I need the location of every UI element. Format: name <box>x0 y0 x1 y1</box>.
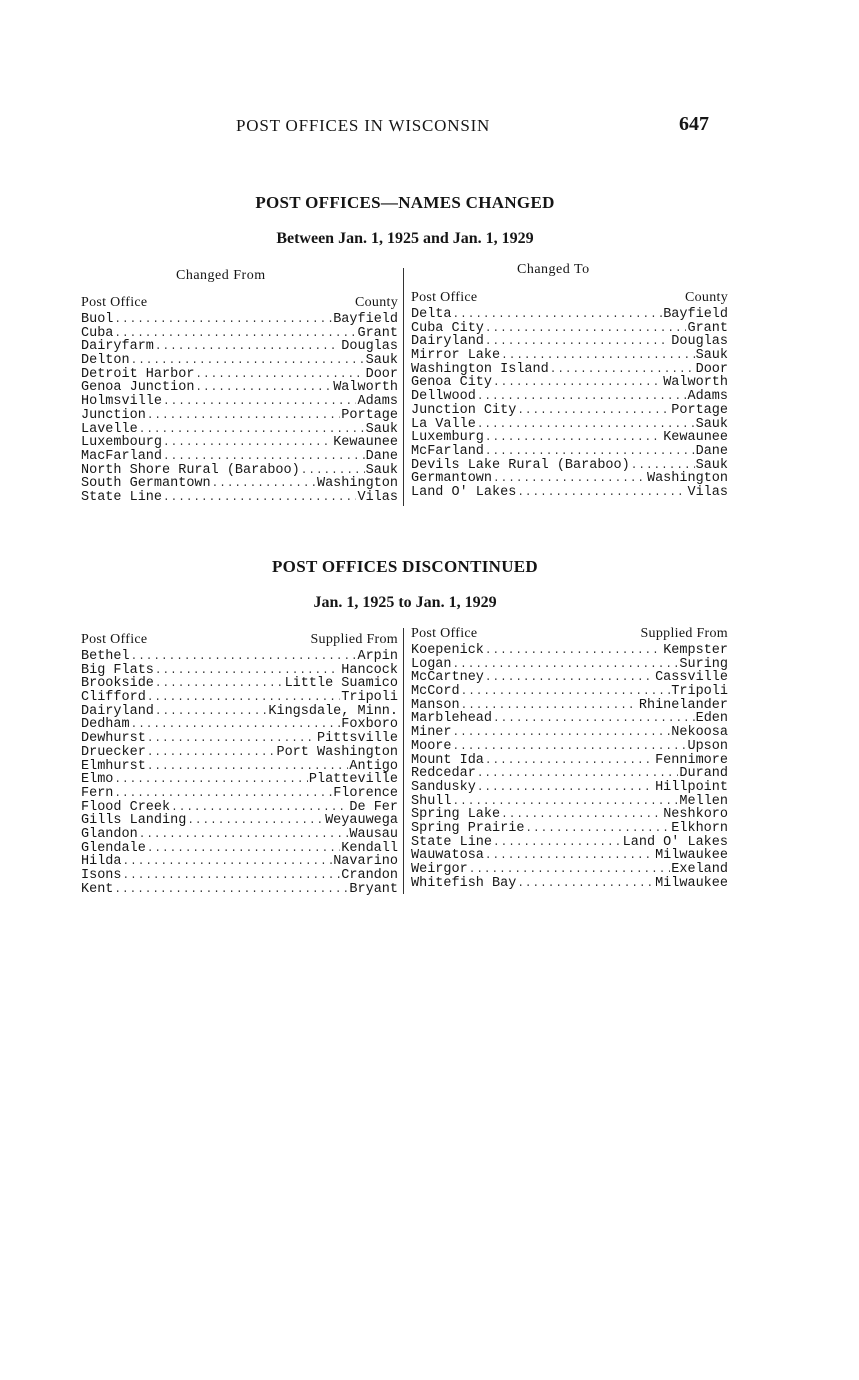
post-office-header: Post Office <box>411 290 478 305</box>
post-office-name: Miner <box>411 725 452 741</box>
post-office-name: Brookside <box>81 676 154 692</box>
county-name: Dane <box>695 443 728 459</box>
post-office-name: Whitefish Bay <box>411 875 517 891</box>
post-office-name: Glandon <box>81 826 138 842</box>
post-office-name: Buol <box>81 312 114 327</box>
county-name: Bayfield <box>663 307 728 322</box>
list-item <box>411 472 728 486</box>
list-item <box>81 381 398 395</box>
list-item <box>411 726 728 740</box>
list-item <box>411 390 728 404</box>
post-office-name: Cuba <box>81 325 114 341</box>
supplied-from-header: Supplied From <box>310 632 398 647</box>
dot-leader <box>123 870 341 884</box>
post-office-name: Big Flats <box>81 662 154 678</box>
list-item <box>81 677 398 691</box>
post-office-name: McCord <box>411 684 460 700</box>
dot-leader <box>212 478 316 492</box>
list-item <box>81 436 398 450</box>
supplied-from-name: Rhinelander <box>638 697 728 713</box>
county-name: Bayfield <box>333 312 398 327</box>
post-office-name: Luxemburg <box>411 430 484 446</box>
supplied-from-name: Nekoosa <box>671 725 728 741</box>
post-office-name: Dellwood <box>411 389 476 405</box>
dot-leader <box>131 651 357 665</box>
county-header: County <box>684 290 728 305</box>
post-office-name: Dedham <box>81 717 130 733</box>
list-item <box>81 760 398 774</box>
dot-leader <box>485 850 654 864</box>
dot-leader <box>485 755 654 769</box>
dot-leader <box>485 336 670 350</box>
list-item <box>81 705 398 719</box>
post-office-header: Post Office <box>411 626 478 641</box>
dot-leader <box>147 410 340 424</box>
post-office-name: Gills Landing <box>81 813 187 829</box>
list-item <box>81 718 398 732</box>
dot-leader <box>155 678 284 692</box>
post-office-name: Genoa Junction <box>81 380 195 396</box>
names-changed-title: POST OFFICES—NAMES CHANGED <box>255 193 555 212</box>
supplied-from-name: Cassville <box>655 670 728 686</box>
post-office-name: South Germantown <box>81 476 211 492</box>
supplied-from-header: Supplied From <box>640 626 728 641</box>
county-name: Sauk <box>365 353 398 369</box>
post-office-name: Manson <box>411 697 460 713</box>
list-item <box>411 459 728 473</box>
changed-to-column <box>411 290 728 500</box>
post-office-name: Clifford <box>81 690 146 706</box>
county-name: Walworth <box>663 375 728 391</box>
county-name: Dane <box>365 448 398 464</box>
dot-leader <box>493 377 662 391</box>
dot-leader <box>114 314 332 328</box>
supplied-from-name: Upson <box>687 738 728 754</box>
list-item <box>81 477 398 491</box>
county-name: Adams <box>357 394 398 410</box>
post-office-name: Cuba City <box>411 320 484 336</box>
list-item <box>411 849 728 863</box>
post-office-name: Spring Prairie <box>411 820 525 836</box>
supplied-from-name: Tripoli <box>341 690 398 706</box>
supplied-from-name: Tripoli <box>671 684 728 700</box>
supplied-from-name: Florence <box>333 785 398 801</box>
post-office-name: La Valle <box>411 416 476 432</box>
dot-leader <box>114 884 348 898</box>
discontinued-subtitle: Jan. 1, 1925 to Jan. 1, 1929 <box>313 594 497 611</box>
dot-leader <box>187 815 324 829</box>
supplied-from-name: Weyauwega <box>325 813 398 829</box>
column-header <box>411 290 728 308</box>
post-office-name: Sandusky <box>411 779 476 795</box>
county-name: Sauk <box>365 421 398 437</box>
supplied-from-name: Kingsdale, Minn. <box>268 703 398 719</box>
post-office-name: Kent <box>81 881 114 897</box>
post-office-name: Spring Lake <box>411 807 501 823</box>
post-office-name: Shull <box>411 793 452 809</box>
list-item <box>81 828 398 842</box>
post-office-name: Elmo <box>81 772 114 788</box>
post-office-name: Dairyland <box>411 334 484 350</box>
dot-leader <box>114 774 307 788</box>
dot-leader <box>139 424 365 438</box>
list-item <box>81 732 398 746</box>
list-item <box>411 808 728 822</box>
post-office-name: Moore <box>411 738 452 754</box>
dot-leader <box>155 706 267 720</box>
post-office-name: Fern <box>81 785 114 801</box>
list-item <box>411 445 728 459</box>
supplied-from-name: Mellen <box>679 793 728 809</box>
list-item <box>81 491 398 505</box>
post-office-name: North Shore Rural (Baraboo) <box>81 462 300 478</box>
dot-leader <box>453 741 687 755</box>
county-name: Washington <box>316 476 398 492</box>
list-item <box>81 842 398 856</box>
post-office-name: Druecker <box>81 744 146 760</box>
list-item <box>411 699 728 713</box>
post-office-name: Weirgor <box>411 862 468 877</box>
changed-from-list <box>81 313 398 505</box>
list-item <box>411 795 728 809</box>
supplied-from-name: Durand <box>679 766 728 782</box>
post-office-name: Dairyland <box>81 703 154 719</box>
list-item <box>411 644 728 658</box>
list-item <box>81 773 398 787</box>
county-name: Portage <box>671 402 728 418</box>
post-office-name: Washington Island <box>411 361 549 377</box>
post-office-name: Mirror Lake <box>411 348 501 364</box>
column-divider <box>403 268 404 506</box>
list-item <box>81 327 398 341</box>
supplied-from-name: Arpin <box>357 649 398 664</box>
supplied-from-name: Exeland <box>671 862 728 877</box>
list-item <box>411 754 728 768</box>
supplied-from-name: Fennimore <box>655 752 728 768</box>
discontinued-right-column <box>411 626 728 890</box>
list-item <box>81 814 398 828</box>
post-office-name: Elmhurst <box>81 758 146 774</box>
county-name: Sauk <box>695 457 728 473</box>
post-office-name: Koepenick <box>411 643 484 658</box>
supplied-from-name: Hancock <box>341 662 398 678</box>
names-changed-subtitle: Between Jan. 1, 1925 and Jan. 1, 1929 <box>276 230 534 247</box>
dot-leader <box>147 843 340 857</box>
list-item <box>411 685 728 699</box>
county-header: County <box>354 295 398 310</box>
page-number: 647 <box>679 113 709 135</box>
post-office-name: Redcedar <box>411 766 476 782</box>
county-name: Sauk <box>695 348 728 364</box>
changed-to-list <box>411 308 728 500</box>
dot-leader <box>453 309 663 323</box>
list-item <box>81 464 398 478</box>
list-item <box>411 877 728 891</box>
county-name: Sauk <box>365 462 398 478</box>
county-name: Douglas <box>341 339 398 355</box>
list-item <box>411 712 728 726</box>
dot-leader <box>477 768 679 782</box>
post-office-name: MacFarland <box>81 448 163 464</box>
supplied-from-name: Milwaukee <box>655 848 728 864</box>
post-office-name: Hilda <box>81 854 122 870</box>
post-office-name: Junction <box>81 407 146 423</box>
supplied-from-name: Port Washington <box>276 744 398 760</box>
discontinued-title: POST OFFICES DISCONTINUED <box>271 557 539 576</box>
dot-leader <box>139 829 349 843</box>
column-header <box>411 626 728 644</box>
post-office-name: Land O' Lakes <box>411 484 517 500</box>
post-office-name: Junction City <box>411 402 517 418</box>
supplied-from-name: Pittsville <box>316 731 398 747</box>
post-office-name: McFarland <box>411 443 484 459</box>
list-item <box>411 836 728 850</box>
post-office-name: Isons <box>81 868 122 883</box>
post-office-name: Delton <box>81 353 130 369</box>
supplied-from-name: Kendall <box>341 840 398 856</box>
column-header <box>81 295 398 313</box>
list-item <box>411 308 728 322</box>
county-name: Washington <box>646 471 728 487</box>
running-title: POST OFFICES IN WISCONSIN <box>236 116 491 135</box>
changed-to-heading: Changed To <box>517 262 590 277</box>
supplied-from-name: Crandon <box>341 868 398 883</box>
column-header <box>81 632 398 650</box>
list-item <box>81 787 398 801</box>
supplied-from-name: Eden <box>695 711 728 727</box>
list-item <box>81 650 398 664</box>
discontinued-left-column <box>81 632 398 896</box>
list-item <box>411 322 728 336</box>
discontinued-right-list <box>411 644 728 890</box>
supplied-from-name: Foxboro <box>341 717 398 733</box>
dot-leader <box>517 487 686 501</box>
county-name: Portage <box>341 407 398 423</box>
list-item <box>411 781 728 795</box>
post-office-name: Holmsville <box>81 394 163 410</box>
supplied-from-name: De Fer <box>349 799 398 815</box>
list-item <box>81 450 398 464</box>
post-office-header: Post Office <box>81 632 148 647</box>
list-item <box>411 363 728 377</box>
supplied-from-name: Navarino <box>333 854 398 870</box>
county-name: Kewaunee <box>663 430 728 446</box>
county-name: Adams <box>687 389 728 405</box>
dot-leader <box>453 659 679 673</box>
post-office-name: Germantown <box>411 471 493 487</box>
post-office-name: Genoa City <box>411 375 493 391</box>
list-item <box>81 664 398 678</box>
list-item <box>411 486 728 500</box>
post-office-name: Dewhurst <box>81 731 146 747</box>
list-item <box>81 313 398 327</box>
county-name: Door <box>695 361 728 377</box>
dot-leader <box>485 672 654 686</box>
changed-from-heading: Changed From <box>176 268 266 283</box>
list-item <box>81 368 398 382</box>
post-office-name: Glendale <box>81 840 146 856</box>
list-item <box>411 376 728 390</box>
county-name: Kewaunee <box>333 435 398 451</box>
dot-leader <box>501 809 662 823</box>
county-name: Door <box>365 366 398 382</box>
dot-leader <box>163 396 356 410</box>
dot-leader <box>485 323 687 337</box>
list-item <box>81 746 398 760</box>
post-office-name: Lavelle <box>81 421 138 437</box>
list-item <box>81 869 398 883</box>
post-office-name: Flood Creek <box>81 799 171 815</box>
dot-leader <box>485 432 662 446</box>
supplied-from-name: Elkhorn <box>671 820 728 836</box>
list-item <box>81 395 398 409</box>
post-office-name: Mount Ida <box>411 752 484 768</box>
post-office-name: Dairyfarm <box>81 339 154 355</box>
post-office-name: McCartney <box>411 670 484 686</box>
supplied-from-name: Land O' Lakes <box>622 834 728 850</box>
list-item <box>411 418 728 432</box>
dot-leader <box>485 645 662 659</box>
post-office-name: Marblehead <box>411 711 493 727</box>
dot-leader <box>517 878 654 892</box>
county-name: Vilas <box>687 484 728 500</box>
list-item <box>411 863 728 877</box>
list-item <box>81 883 398 897</box>
supplied-from-name: Milwaukee <box>655 875 728 891</box>
list-item <box>411 671 728 685</box>
list-item <box>411 740 728 754</box>
post-office-name: Bethel <box>81 649 130 664</box>
post-office-name: Logan <box>411 656 452 672</box>
dot-leader <box>147 747 276 761</box>
list-item <box>411 349 728 363</box>
list-item <box>81 801 398 815</box>
list-item <box>81 409 398 423</box>
discontinued-left-list <box>81 650 398 896</box>
list-item <box>81 691 398 705</box>
list-item <box>81 855 398 869</box>
list-item <box>411 767 728 781</box>
list-item <box>411 335 728 349</box>
post-office-name: Detroit Harbor <box>81 366 195 382</box>
dot-leader <box>453 727 671 741</box>
post-office-name: Delta <box>411 307 452 322</box>
county-name: Grant <box>687 320 728 336</box>
list-item <box>81 354 398 368</box>
county-name: Grant <box>357 325 398 341</box>
post-office-name: Devils Lake Rural (Baraboo) <box>411 457 630 473</box>
discontinued-table <box>81 626 728 896</box>
supplied-from-name: Bryant <box>349 881 398 897</box>
list-item <box>411 822 728 836</box>
dot-leader <box>517 405 670 419</box>
dot-leader <box>493 713 695 727</box>
dot-leader <box>123 856 333 870</box>
supplied-from-name: Platteville <box>308 772 398 788</box>
supplied-from-name: Neshkoro <box>663 807 728 823</box>
county-name: Walworth <box>333 380 398 396</box>
dot-leader <box>155 341 340 355</box>
dot-leader <box>163 437 332 451</box>
supplied-from-name: Antigo <box>349 758 398 774</box>
dot-leader <box>195 382 332 396</box>
list-item <box>81 340 398 354</box>
list-item <box>411 404 728 418</box>
column-divider <box>403 628 404 894</box>
supplied-from-name: Suring <box>679 656 728 672</box>
list-item <box>411 658 728 672</box>
dot-leader <box>131 719 341 733</box>
supplied-from-name: Little Suamico <box>284 676 398 692</box>
supplied-from-name: Kempster <box>663 643 728 658</box>
post-office-name: Wauwatosa <box>411 848 484 864</box>
names-changed-table <box>81 262 728 508</box>
dot-leader <box>171 802 348 816</box>
dot-leader <box>163 492 356 506</box>
county-name: Sauk <box>695 416 728 432</box>
county-name: Vilas <box>357 489 398 505</box>
list-item <box>411 431 728 445</box>
dot-leader <box>493 837 622 851</box>
post-office-name: Luxembourg <box>81 435 163 451</box>
county-name: Douglas <box>671 334 728 350</box>
post-office-name: State Line <box>81 489 163 505</box>
list-item <box>81 423 398 437</box>
supplied-from-name: Hillpoint <box>655 779 728 795</box>
supplied-from-name: Wausau <box>349 826 398 842</box>
dot-leader <box>477 782 654 796</box>
dot-leader <box>477 419 695 433</box>
post-office-header: Post Office <box>81 295 148 310</box>
changed-from-column <box>81 295 398 505</box>
post-office-name: State Line <box>411 834 493 850</box>
